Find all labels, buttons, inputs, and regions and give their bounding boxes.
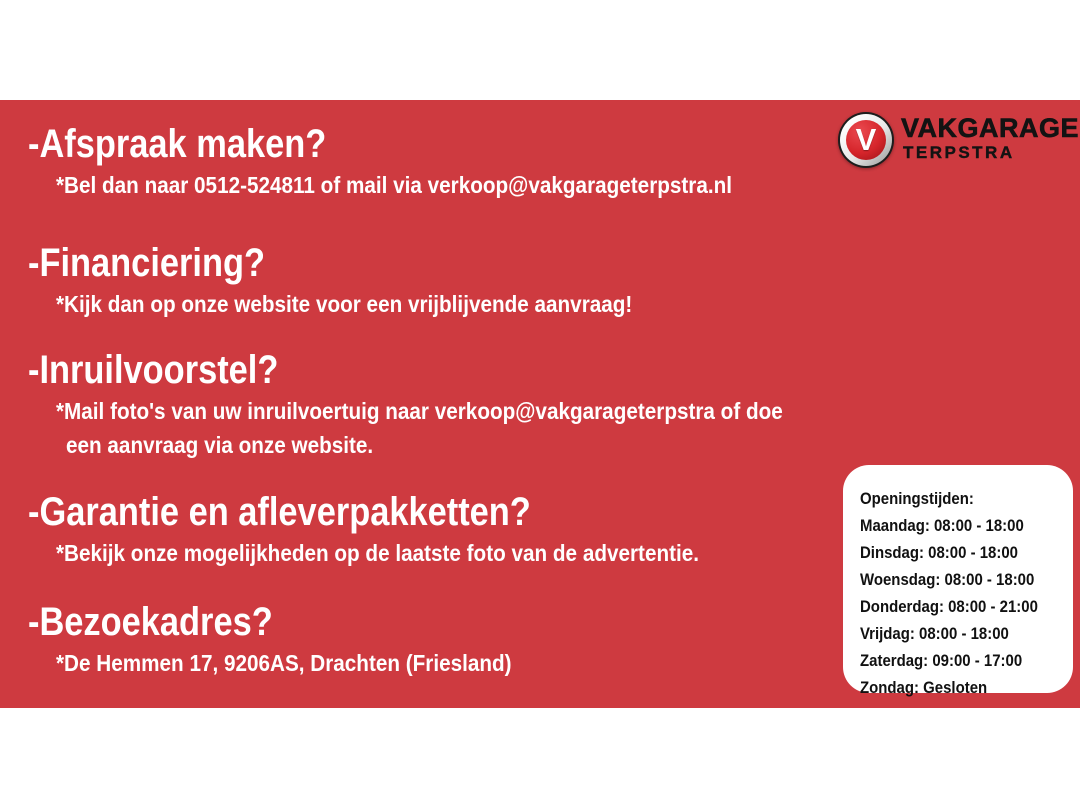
section-garantie-heading: -Garantie en afleverpakketten?	[28, 490, 531, 534]
section-afspraak	[28, 122, 807, 204]
section-bezoekadres-details	[28, 648, 562, 682]
section-bezoekadres-heading: -Bezoekadres?	[28, 600, 273, 644]
opening-hours-entry-zaterdag: Zaterdag: 09:00 - 17:00	[860, 651, 1023, 670]
red-info-panel	[0, 100, 1080, 708]
opening-hours-title: Openingstijden:	[860, 489, 974, 508]
section-inruilvoorstel-heading: -Inruilvoorstel?	[28, 348, 279, 392]
badge-letter: V	[855, 121, 877, 157]
section-financiering	[28, 241, 696, 323]
section-inruilvoorstel	[28, 348, 864, 464]
section-garantie-details	[28, 538, 770, 572]
opening-hours-entry-donderdag: Donderdag: 08:00 - 21:00	[860, 597, 1038, 616]
opening-hours-entry-dinsdag: Dinsdag: 08:00 - 18:00	[860, 543, 1018, 562]
section-inruilvoorstel-details	[28, 396, 864, 464]
section-afspraak-details	[28, 170, 807, 204]
section-financiering-details	[28, 289, 696, 323]
vakgarage-v-badge-icon	[838, 112, 894, 168]
section-financiering-heading: -Financiering?	[28, 241, 265, 285]
section-afspraak-line: *Bel dan naar 0512-524811 of mail via verkoop@vakgarageterpstra.nl	[56, 172, 733, 198]
opening-hours-entry-maandag: Maandag: 08:00 - 18:00	[860, 516, 1024, 535]
section-garantie	[28, 490, 770, 572]
badge-red-core	[846, 120, 886, 160]
section-bezoekadres	[28, 600, 562, 682]
logo-subbrand-text: TERPSTRA	[903, 143, 1015, 162]
opening-hours-entry-woensdag: Woensdag: 08:00 - 18:00	[860, 570, 1035, 589]
opening-hours-card	[843, 465, 1073, 697]
section-financiering-line: *Kijk dan op onze website voor een vrijblijvende aanvraag!	[56, 291, 633, 317]
section-inruilvoorstel-line-2: een aanvraag via onze website.	[66, 432, 374, 458]
opening-hours-entry-zondag: Zondag: Gesloten	[860, 678, 988, 697]
section-inruilvoorstel-line-1: *Mail foto's van uw inruilvoertuig naar verkoop@vakgarageterpstra of doe	[56, 398, 783, 424]
section-bezoekadres-line: *De Hemmen 17, 9206AS, Drachten (Friesland)	[56, 650, 512, 676]
logo-brand-text: VAKGARAGE	[901, 113, 1080, 143]
section-garantie-line: *Bekijk onze mogelijkheden op de laatste foto van de advertentie.	[56, 540, 700, 566]
section-afspraak-heading: -Afspraak maken?	[28, 122, 327, 166]
logo-text	[901, 113, 1079, 163]
opening-hours-entry-vrijdag: Vrijdag: 08:00 - 18:00	[860, 624, 1009, 643]
